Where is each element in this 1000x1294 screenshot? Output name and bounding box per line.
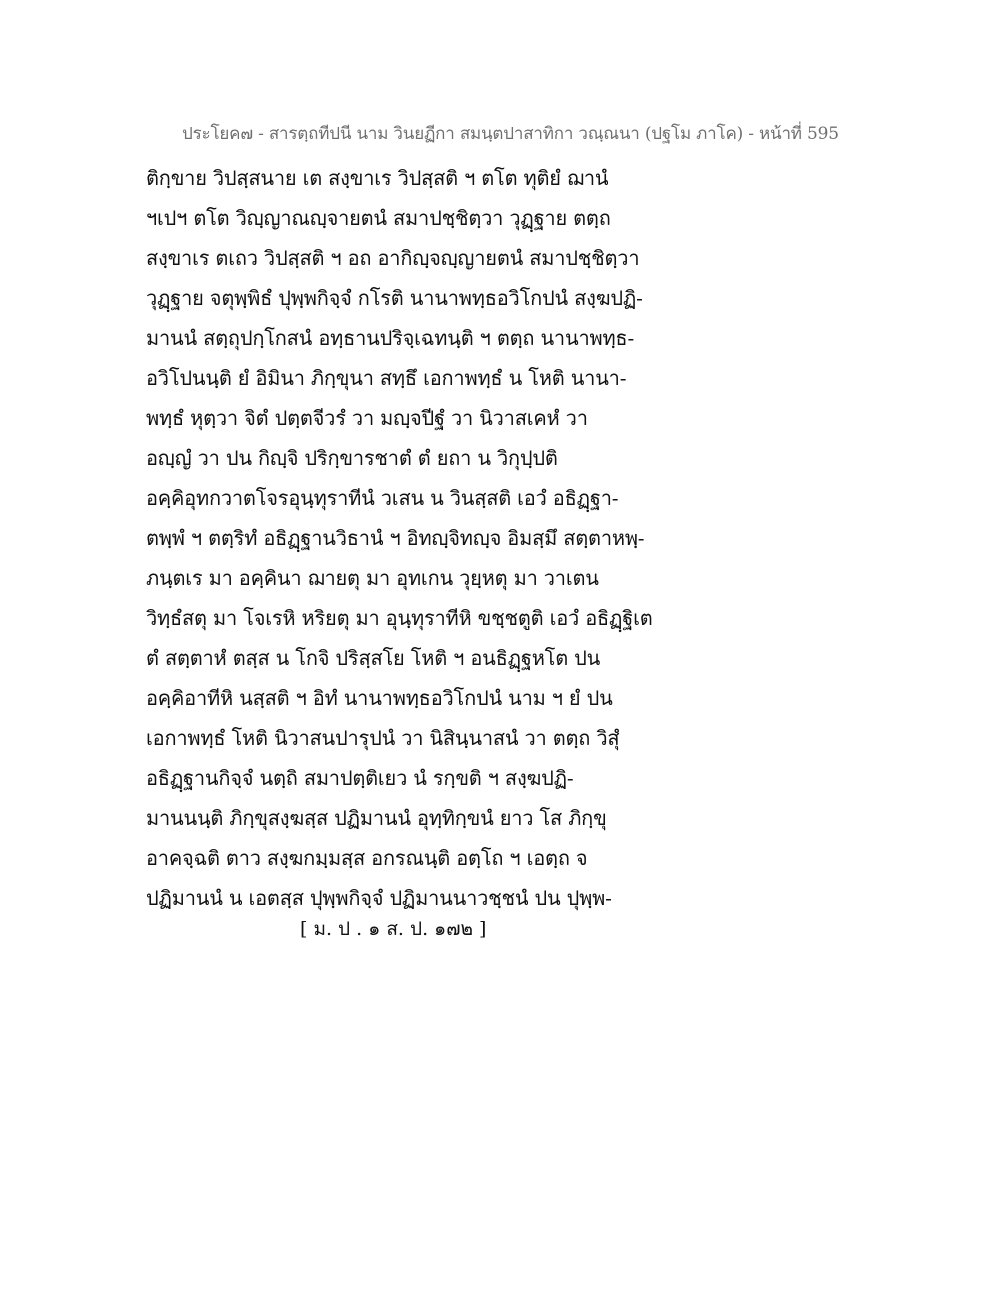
body-line: ฯเปฯ ตโต วิญฺญาณญฺจายตนํ สมาปชฺชิตฺวา วุฏฺฐาย ตตฺถ [146,206,611,230]
body-line: อวิโปนนฺติ ยํ อิมินา ภิกฺขุนา สทฺธึ เอกาพทฺธํ น โหติ นานา- [146,366,627,390]
body-line: ตํ สตฺตาหํ ตสฺส น โกจิ ปริสฺสโย โหติ ฯ อนธิฏฺฐหโต ปน [146,646,601,670]
body-line: ตพฺพํ ฯ ตตฺริทํ อธิฏฺฐานวิธานํ ฯ อิทญฺจิทญฺจ อิมสฺมึ สตฺตาหพฺ- [146,526,645,550]
body-line: อาคจฺฉติ ตาว สงฺฆกมฺมสฺส อกรณนฺติ อตฺโถ ฯ เอตฺถ จ [146,846,588,870]
body-line: มานนํ สตฺถุปกฺโกสนํ อทฺธานปริจฺเฉทนฺติ ฯ ตตฺถ นานาพทฺธ- [146,326,635,350]
body-line: อญฺญํ วา ปน กิญฺจิ ปริกฺขารชาตํ ตํ ยถา น วิกุปฺปติ [146,446,558,470]
body-line: วุฏฺฐาย จตุพฺพิธํ ปุพฺพกิจฺจํ กโรติ นานาพทฺธอวิโกปนํ สงฺฆปฏิ- [146,286,643,310]
body-line: วิทฺธํสตุ มา โจเรหิ หริยตุ มา อุนฺทุราทีหิ ขชฺชตูติ เอวํ อธิฏฺฐิเต [146,606,653,630]
body-line: อคฺคิอุทกวาตโจรอุนฺทุราทีนํ วเสน น วินสฺสติ เอวํ อธิฏฺฐา- [146,486,619,510]
body-line: เอกาพทฺธํ โหติ นิวาสนปารุปนํ วา นิสินฺนาสนํ วา ตตฺถ วิสุํ [146,726,620,750]
body-line: ปฏิมานนํ น เอตสฺส ปุพฺพกิจฺจํ ปฏิมานนาวชฺชนํ ปน ปุพฺพ- [146,886,612,910]
body-line: สงฺขาเร ตเถว วิปสฺสติ ฯ อถ อากิญฺจญฺญายตนํ สมาปชฺชิตฺวา [146,246,640,270]
body-line: อคฺคิอาทีหิ นสฺสติ ฯ อิทํ นานาพทฺธอวิโกปนํ นาม ฯ ยํ ปน [146,686,613,710]
running-header: ประโยค๗ - สารตฺถทีปนี นาม วินยฏีกา สมนฺตปาสาทิกา วณฺณนา (ปฐโม ภาโค) - หน้าที่ 595 [182,124,839,144]
body-line: พทฺธํ หุตฺวา จิตํ ปตฺตจีวรํ วา มญฺจปีฐํ วา นิวาสเคหํ วา [146,406,588,430]
footnote-reference: [ ม. ป . ๑ ส. ป. ๑๗๒ ] [300,918,487,940]
body-line: ภนฺตเร มา อคฺคินา ฌายตุ มา อุทเกน วุยฺหตุ มา วาเตน [146,566,599,590]
body-line: อธิฏฺฐานกิจฺจํ นตฺถิ สมาปตฺติเยว นํ รกฺขติ ฯ สงฺฆปฏิ- [146,766,574,790]
body-text [146,158,666,918]
body-line: มานนนฺติ ภิกฺขุสงฺฆสฺส ปฏิมานนํ อุทฺทิกฺขนํ ยาว โส ภิกฺขุ [146,806,607,830]
body-line: ติกฺขาย วิปสฺสนาย เต สงฺขาเร วิปสฺสติ ฯ ตโต ทุติยํ ฌานํ [146,166,609,190]
